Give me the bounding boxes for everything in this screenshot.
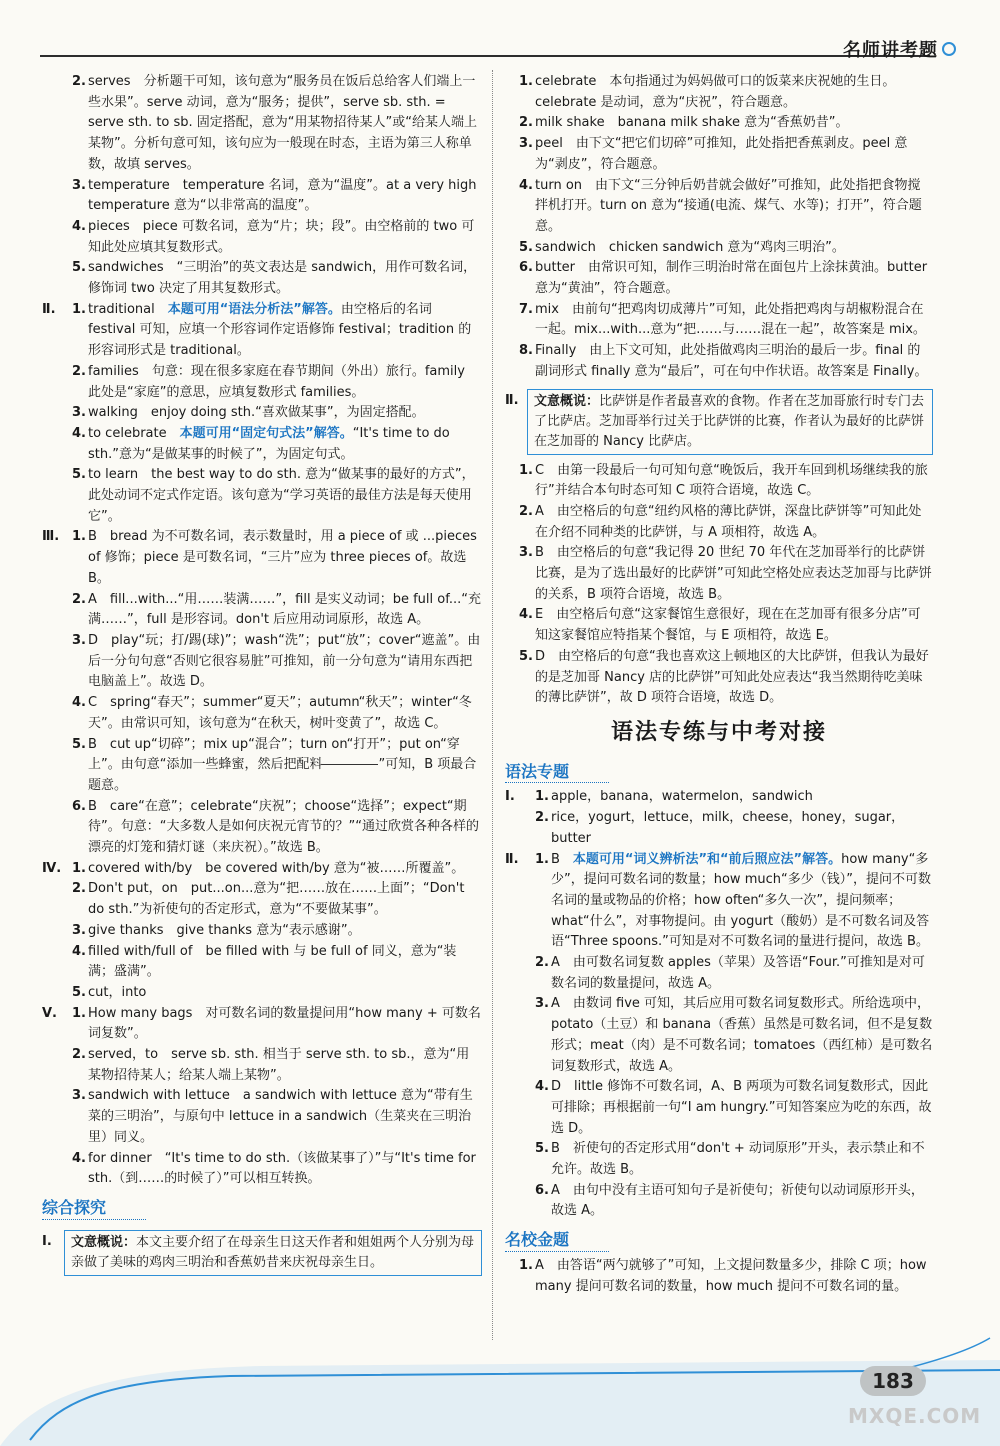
answer-item [42, 72, 482, 176]
explanation-text: turn on 由下文“三分钟后奶昔就会做好”可推知，此处指把食物搅拌机打开。turn on 意为“接通(电流、煤气、水等)；打开”，符合题意。 [535, 177, 922, 234]
item-number: 5. [72, 260, 86, 276]
explanation-text: C 由第一段最后一句可知句意“晚饭后，我开车回到机场继续我的旅行”并结合本句时态可知 C 项符合语境，故选 C。 [535, 462, 928, 499]
item-number: 3. [72, 405, 86, 421]
item-number: 1. [72, 1005, 86, 1021]
summary-block [505, 389, 933, 455]
answer-item [505, 1077, 933, 1139]
item-number: 2. [72, 1047, 86, 1063]
answer-item [505, 605, 933, 646]
summary-box [527, 389, 933, 455]
explanation-text: give thanks give thanks 意为“表示感谢”。 [88, 922, 361, 938]
item-number: 6. [519, 260, 533, 276]
section-numeral: Ⅱ. [42, 301, 56, 317]
answer-key: B cut up“切碎”；mix up“混合”；turn on“打开”；put on“穿上”。由句意“添加一些蜂蜜，然后把配料 [88, 736, 460, 773]
item-number: 7. [519, 301, 533, 317]
answer-item [505, 461, 933, 502]
explanation-text: A 由答语“两勺就够了”可知，上文提问数量多少，排除 C 项；how many 提问可数名词的数量，how much 提问不可数名词的量。 [535, 1257, 927, 1294]
item-number: 6. [72, 798, 86, 814]
item-number: 2. [72, 74, 86, 89]
explanation-text: “It's time to do sth.”意为“是做某事的时候了”，为固定句式。 [88, 425, 450, 462]
method-highlight: 本题可用“语法分析法”解答。 [167, 301, 341, 317]
item-number: 4. [519, 607, 533, 623]
explanation-text: sandwich chicken sandwich 意为“鸡肉三明治”。 [535, 239, 845, 255]
explanation-text: How many bags 对可数名词的数量提问用“how many + 可数名词复数”。 [88, 1005, 481, 1042]
item-number: 3. [72, 177, 86, 193]
column-divider [492, 70, 493, 1340]
explanation-text: A 由空格后的句意“纽约风格的薄比萨饼，深盘比萨饼等”可知此处在介绍不同种类的比萨饼，与 A 项相符，故选 A。 [535, 503, 922, 540]
watermark: MXQE.COM [848, 1404, 982, 1428]
section-heading: 语法专题 [505, 762, 609, 784]
item-number: 4. [72, 695, 86, 711]
explanation-text: sandwich with lettuce a sandwich with lettuce 意为“带有生菜的三明治”，与原句中 lettuce in a sandwich（生菜夹在三明治里）同义。 [88, 1088, 473, 1145]
answer-item [42, 424, 482, 465]
answer-item [42, 217, 482, 258]
item-number: 1. [519, 462, 533, 478]
method-highlight: 本题可用“词义辨析法”和“前后照应法”解答。 [572, 851, 842, 867]
right-column [505, 72, 933, 1297]
answer-item [42, 983, 482, 1004]
explanation-text: A 由数词 five 可知，其后应用可数名词复数形式。所给选项中，potato（土豆）和 banana（香蕉）虽然是可数名词，但不是复数形式；meat（肉）是不可数名词；tomatoes（西红柿）是可数名词复数形式，故选 A。 [551, 996, 933, 1074]
answer-item [505, 787, 933, 808]
circle-icon [942, 42, 956, 56]
item-number: 5. [535, 1141, 549, 1157]
item-number: 3. [72, 632, 86, 648]
answer-item [505, 258, 933, 299]
fill-blank [322, 764, 378, 765]
answer-item [42, 403, 482, 424]
item-number: 4. [72, 1150, 86, 1166]
explanation-text: D 由空格后的句意“我也喜欢这上顿地区的大比萨饼，但我认为最好的是芝加哥 Nancy 店的比萨饼”可知此处应表达“我当然期待吃美味的薄比萨饼”，故 D 项符合语境，故选 D。 [535, 648, 929, 706]
explanation-text: A 由可数名词复数 apples（苹果）及答语“Four.”可推知是对可数名词的数量提问，故选 A。 [551, 955, 925, 991]
item-number: 3. [72, 1088, 86, 1104]
item-number: 1. [535, 851, 549, 867]
item-number: 1. [72, 301, 86, 317]
answer-item [505, 994, 933, 1077]
section-numeral: Ⅰ. [42, 1233, 52, 1249]
explanation-text: how many“多少”，提问可数名词的数量；how much“多少（钱）”，提问不可数名词的量或物品的价格；how often“多久一次”，提问频率；what“什么”，对事物提问。由 yogurt（酸奶）是不可数名词及答语“Three spoons.”可知是对不可数名词的量进行提问，故选 B。 [551, 851, 931, 950]
explanation-text: rice，yogurt，lettuce，milk，cheese，honey，sugar，butter [551, 810, 905, 846]
answer-item [505, 1256, 933, 1297]
left-column [42, 72, 482, 1282]
summary-text: 本文主要介绍了在母亲生日这天作者和姐姐两个人分别为母亲做了美味的鸡肉三明治和香蕉奶昔来庆祝母亲生日。 [71, 1234, 475, 1270]
explanation-text: temperature temperature 名词，意为“温度”。at a very high temperature 意为“以非常高的温度”。 [88, 177, 477, 214]
explanation-text: C spring“春天”；summer“夏天”；autumn“秋天”；winter“冬天”。由常识可知，该句意为“在秋天，树叶变黄了”，故选 C。 [88, 695, 472, 731]
answer-key: traditional [88, 301, 168, 317]
item-number: 8. [519, 343, 533, 359]
item-number: 2. [535, 955, 549, 971]
answer-item [505, 502, 933, 543]
item-number: 1. [72, 860, 86, 876]
answer-item [42, 300, 482, 362]
answer-item [505, 300, 933, 341]
answer-item [505, 850, 933, 954]
explanation-text: served，to serve sb. sth. 相当于 serve sth. to sb.，意为“用某物招待某人；给某人端上某物”。 [88, 1047, 470, 1083]
explanation-text: celebrate 本句指通过为妈妈做可口的饭菜来庆祝她的生日。celebrate 是动词，意为“庆祝”，符合题意。 [535, 74, 896, 110]
summary-text: 比萨饼是作者最喜欢的食物。作者在芝加哥旅行时专门去了比萨店。芝加哥举行过关于比萨饼的比赛，作者认为最好的比萨饼在芝加哥的 Nancy 比萨店。 [534, 393, 925, 449]
item-number: 2. [519, 503, 533, 519]
explanation-text: B 祈使句的否定形式用“don't + 动词原形”开头，表示禁止和不允许。故选 B。 [551, 1141, 925, 1178]
answer-item [505, 341, 933, 382]
answer-item [42, 1149, 482, 1190]
explanation-text: 由空格后的名词 festival 可知，应填一个形容词作定语修饰 festival；tradition 的形容词形式是 traditional。 [88, 301, 472, 359]
explanation-text: pieces piece 可数名词，意为“片；块；段”。由空格前的 two 可知此处应填其复数形式。 [88, 218, 475, 255]
item-number: 1. [519, 1257, 533, 1273]
answer-item [42, 362, 482, 403]
summary-box [64, 1230, 482, 1276]
section-heading-wrap [42, 1190, 482, 1224]
summary-label: 文意概说： [534, 393, 600, 409]
explanation-text: families 句意：现在很多家庭在春节期间（外出）旅行。family 此处是“家庭”的意思，应填复数形式 families。 [88, 363, 465, 400]
answer-item [42, 693, 482, 734]
section-numeral: Ⅴ. [42, 1005, 57, 1021]
explanation-text: for dinner “It's time to do sth.（该做某事了）”与“It's time for sth.（到……的时候了）”可以相互转换。 [88, 1150, 476, 1187]
explanation-text: B bread 为不可数名词，表示数量时，用 a piece of 或 ...pieces of 修饰；piece 是可数名词，“三片”应为 three pieces of。故选 B。 [88, 529, 477, 586]
item-number: 3. [72, 922, 86, 938]
explanation-text: apple，banana，watermelon，sandwich [551, 789, 813, 805]
item-number: 4. [72, 943, 86, 959]
answer-item [42, 527, 482, 589]
answer-item [42, 859, 482, 880]
answer-item [42, 631, 482, 693]
item-number: 5. [72, 984, 86, 1000]
answer-item [42, 735, 482, 797]
answer-item [42, 921, 482, 942]
item-number: 3. [535, 996, 549, 1012]
section-heading: 名校金题 [505, 1230, 609, 1252]
page-header-title: 名师讲考题 [843, 40, 938, 61]
explanation-text: E 由空格后句意“这家餐馆生意很好，现在在芝加哥有很多分店”可知这家餐馆应特指某个餐馆，与 E 项相符，故选 E。 [535, 607, 921, 644]
wave-decoration-icon [0, 1330, 1000, 1446]
section-heading: 综合探究 [42, 1198, 146, 1220]
explanation-text: walking enjoy doing sth.“喜欢做某事”，为固定搭配。 [88, 405, 425, 421]
answer-key: B [551, 851, 573, 867]
answer-item [505, 953, 933, 994]
explanation-text: B 由空格后的句意“我记得 20 世纪 70 年代在芝加哥举行的比萨饼比赛，是为了选出最好的比萨饼”可知此空格处应表达芝加哥与比萨饼的关系，B 项符合语境，故选 B。 [535, 545, 932, 602]
explanation-text: mix 由前句“把鸡肉切成薄片”可知，此处指把鸡肉与胡椒粉混合在一起。mix...with...意为“把……与……混在一起”，故答案是 mix。 [535, 301, 926, 338]
section-heading-wrap [505, 1222, 933, 1256]
item-number: 2. [72, 591, 86, 607]
answer-key: to celebrate [88, 425, 180, 441]
answer-item [42, 465, 482, 527]
answer-item [505, 1139, 933, 1180]
answer-item [505, 176, 933, 238]
explanation-text: D play“玩；打/踢(球)”；wash“洗”；put“放”；cover“遮盖”。由后一分句句意“否则它很容易脏”可推知，前一分句意为“请用东西把电脑盖上”。故选 D。 [88, 632, 481, 690]
item-number: 3. [519, 545, 533, 561]
item-number: 2. [535, 810, 549, 826]
answer-item [42, 1086, 482, 1148]
answer-item [42, 942, 482, 983]
explanation-text: butter 由常识可知，制作三明治时常在面包片上涂抹黄油。butter 意为“黄油”，符合题意。 [535, 260, 928, 297]
section-numeral: Ⅲ. [42, 529, 60, 545]
item-number: 5. [72, 736, 86, 752]
item-number: 4. [72, 218, 86, 234]
section-heading-wrap [505, 754, 933, 788]
answer-item [505, 647, 933, 709]
explanation-text: to learn the best way to do sth. 意为“做某事的最好的方式”，此处动词不定式作定语。该句意为“学习英语的最佳方法是每天使用它”。 [88, 467, 475, 524]
answer-item [505, 113, 933, 134]
answer-item [505, 72, 933, 113]
item-number: 4. [535, 1079, 549, 1095]
section-numeral: Ⅱ. [505, 392, 519, 408]
section-numeral: Ⅰ. [505, 789, 515, 805]
answer-item [42, 176, 482, 217]
item-number: 5. [519, 648, 533, 664]
answer-item [42, 1045, 482, 1086]
explanation-text: Finally 由上下文可知，此处指做鸡肉三明治的最后一步。final 的副词形式 finally 意为“最后”，可在句中作状语。故答案是 Finally。 [535, 343, 928, 379]
section-numeral: Ⅱ. [505, 851, 519, 867]
item-number: 4. [519, 177, 533, 193]
item-number: 1. [519, 74, 533, 89]
answer-item [505, 238, 933, 259]
answer-item [42, 1004, 482, 1045]
item-number: 3. [519, 136, 533, 152]
header-rule [40, 55, 930, 57]
item-number: 6. [535, 1182, 549, 1198]
explanation-text: sandwiches “三明治”的英文表达是 sandwich，用作可数名词，修饰词 two 决定了用其复数形式。 [88, 260, 477, 297]
explanation-text: filled with/full of be filled with 与 be full of 同义，意为“装满；盛满”。 [88, 943, 457, 980]
explanation-text: covered with/by be covered with/by 意为“被……所覆盖”。 [88, 860, 465, 876]
answer-item [42, 797, 482, 859]
answer-item [505, 543, 933, 605]
answer-item [505, 808, 933, 849]
explanation-text: ”可知，B 项最合题意。 [88, 757, 477, 793]
explanation-text: Don't put，on put...on...意为“把……放在……上面”；“Don't do sth.”为祈使句的否定形式，意为“不要做某事”。 [88, 881, 465, 918]
explanation-text: A 由句中没有主语可知句子是祈使句；祈使句以动词原形开头，故选 A。 [551, 1182, 924, 1219]
page-number: 183 [860, 1366, 926, 1396]
explanation-text: A fill...with...“用……装满……”，fill 是实义动词；be full of...“充满……”，full 是形容词。don't 后应用动词原形，故选 A。 [88, 591, 481, 628]
explanation-text: D little 修饰不可数名词，A、B 两项为可数名词复数形式，因此可排除；再根据前一句“I am hungry.”可知答案应为吃的东西，故选 D。 [551, 1079, 932, 1136]
item-number: 1. [535, 789, 549, 805]
answer-item [505, 134, 933, 175]
item-number: 5. [519, 239, 533, 255]
explanation-text: milk shake banana milk shake 意为“香蕉奶昔”。 [535, 115, 849, 131]
answer-item [42, 258, 482, 299]
explanation-text: B care“在意”；celebrate“庆祝”；choose“选择”；expect“期待”。句意：“大多数人是如何庆祝元宵节的？”“通过欣赏各种各样的漂亮的灯笼和猜灯谜（来庆祝）。”故选 B。 [88, 798, 479, 856]
item-number: 2. [72, 363, 86, 379]
summary-label: 文意概说： [71, 1234, 137, 1250]
item-number: 5. [72, 467, 86, 483]
chapter-title: 语法专练与中考对接 [610, 719, 827, 745]
summary-block [42, 1230, 482, 1276]
item-number: 1. [72, 529, 86, 545]
item-number: 2. [519, 115, 533, 131]
explanation-text: peel 由下文“把它们切碎”可推知，此处指把香蕉剥皮。peel 意为“剥皮”，符合题意。 [535, 136, 908, 172]
answer-item [505, 1181, 933, 1222]
answer-item [42, 590, 482, 631]
explanation-text: cut，into [88, 984, 147, 1000]
explanation-text: serves 分析题干可知，该句意为“服务员在饭后总给客人们端上一些水果”。serve 动词，意为“服务；提供”，serve sb. sth. = serve sth. to sb. 固定搭配，意为“用某物招待某人”或“给某人端上某物”。分析句意可知，该句应为一般现在时态，主语为第三人称单数，故填 serves。 [88, 74, 477, 172]
answer-item [42, 879, 482, 920]
method-highlight: 本题可用“固定句式法”解答。 [179, 425, 353, 441]
section-numeral: Ⅳ. [42, 860, 62, 876]
item-number: 4. [72, 425, 86, 441]
item-number: 2. [72, 881, 86, 897]
